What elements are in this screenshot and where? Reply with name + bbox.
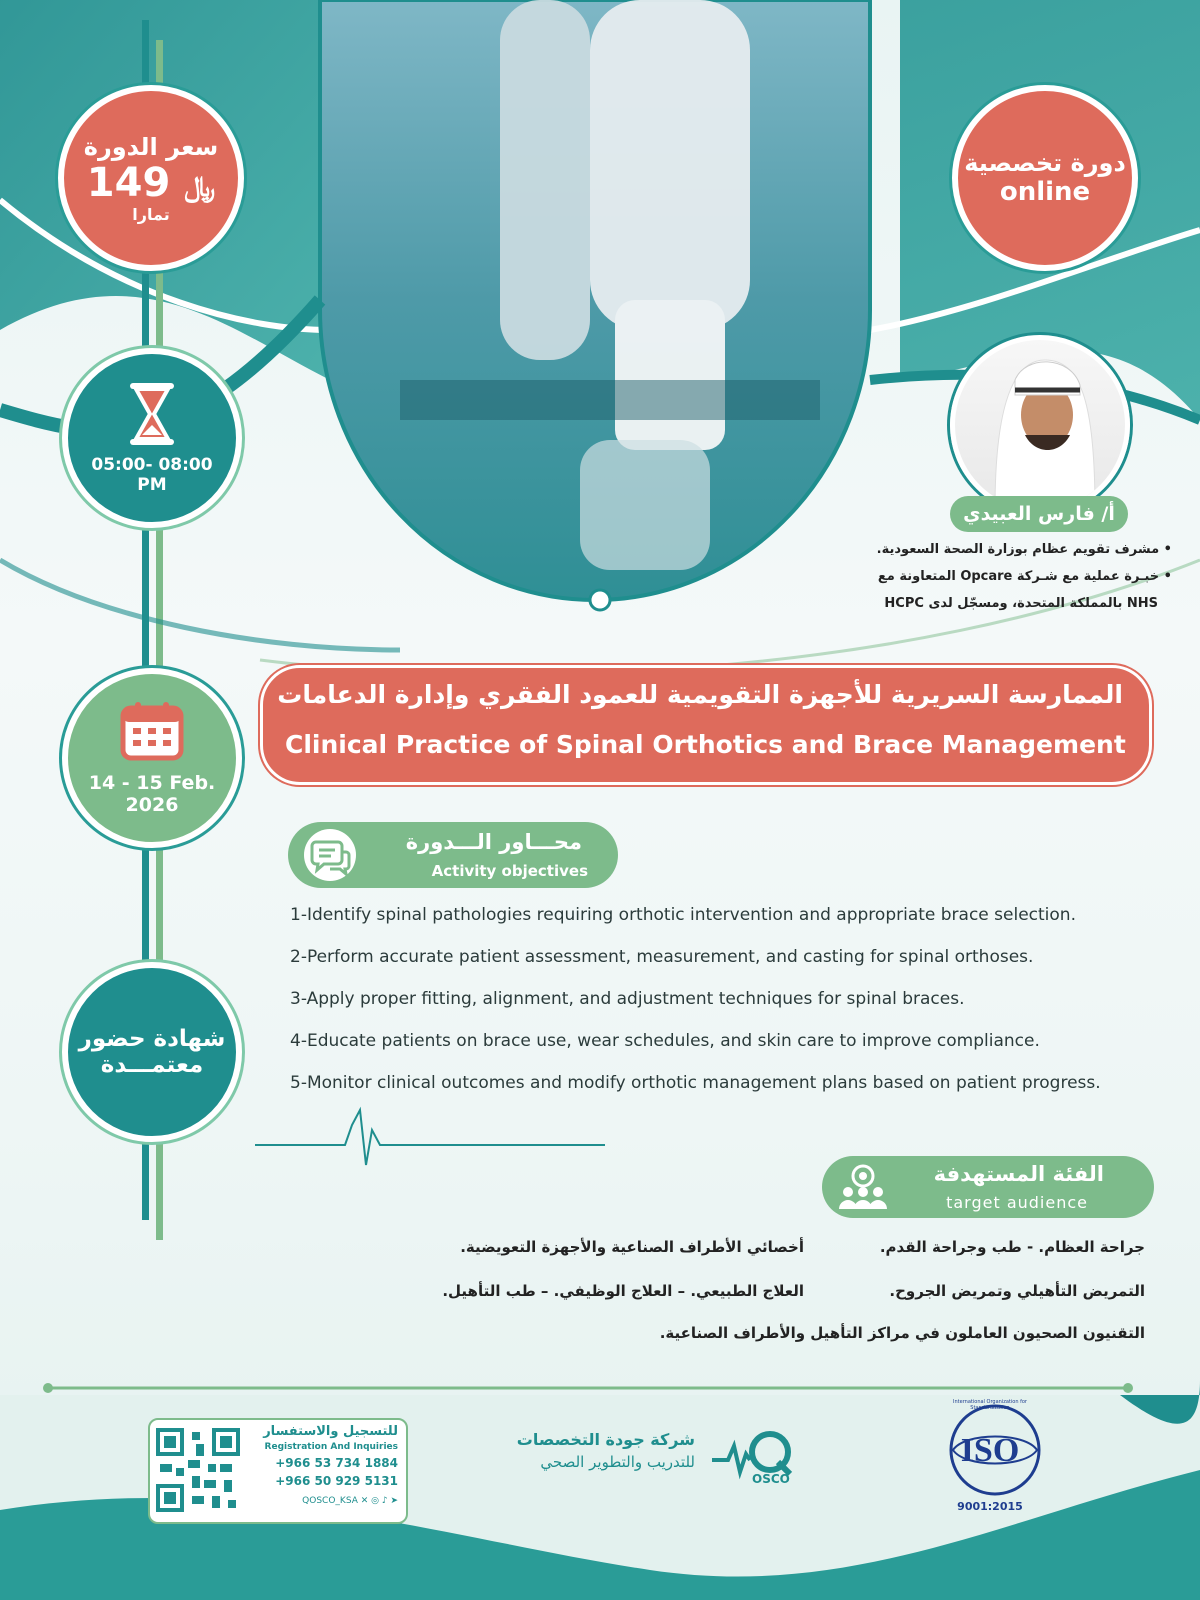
instructor-avatar: [950, 335, 1130, 515]
target-audience-icon: [836, 1164, 890, 1210]
course-title-english: Clinical Practice of Spinal Orthotics and Brace Management: [285, 730, 1126, 759]
phone-1[interactable]: +966 53 734 1884: [275, 1456, 398, 1470]
audience-heading: [822, 1156, 1154, 1218]
course-mode: online: [999, 177, 1091, 207]
course-title-banner: [260, 665, 1152, 785]
calendar-icon: [119, 700, 185, 762]
iso-logo: [930, 1399, 1060, 1520]
qr-code-icon[interactable]: [156, 1428, 240, 1512]
objectives-title-ar: محـــاور الـــدورة: [405, 830, 582, 854]
audience-item: أخصائي الأطراف الصناعية والأجهزة التعويضية.: [460, 1238, 804, 1256]
objective-item: 2-Perform accurate patient assessment, measurement, and casting for spinal orthoses.: [290, 947, 1034, 967]
instructor-bullet-1: • مشرف تقويم عظام بوزارة الصحة السعودية.: [876, 542, 1172, 557]
objectives-title-en: Activity objectives: [431, 862, 588, 880]
date-badge: [62, 668, 242, 848]
social-handle[interactable]: QOSCO_KSA ✕ ◎ ♪ ➤: [302, 1496, 398, 1506]
instructor-name: أ/ فارس العبيدي: [950, 496, 1128, 532]
phone-2[interactable]: +966 50 929 5131: [275, 1474, 398, 1488]
contact-subtitle: Registration And Inquiries: [264, 1442, 398, 1452]
tamara-logo: تمارا: [132, 204, 170, 224]
price-badge: [58, 85, 244, 271]
chat-bubbles-icon: [302, 828, 358, 882]
instructor-bullet-2: • خبـرة عملية مع شـركة Opcare المتعاونة مع: [877, 569, 1172, 584]
hourglass-icon: [124, 381, 180, 447]
qosco-logo: [710, 1420, 810, 1490]
date-year: 2026: [125, 794, 179, 816]
iso-standard: 9001:2015: [957, 1500, 1023, 1513]
time-badge: [62, 348, 242, 528]
instructor-bullet-3: NHS بالمملكة المتحدة، ومسجّل لدى HCPC: [884, 596, 1158, 611]
iso-ring-text: International Organization for Standardization: [953, 1399, 1027, 1411]
date-range: 14 - 15 Feb.: [88, 772, 216, 794]
audience-item: العلاج الطبيعي. – العلاج الوظيفي. – طب التأهيل.: [442, 1282, 804, 1300]
price-amount: 149: [86, 159, 171, 206]
objective-item: 1-Identify spinal pathologies requiring orthotic intervention and appropriate brace selection.: [290, 905, 1076, 925]
audience-title-ar: الفئة المستهدفة: [933, 1162, 1104, 1186]
course-type-label: دورة تخصصية: [964, 149, 1126, 177]
audience-title-en: target audience: [946, 1193, 1088, 1212]
course-title-arabic: الممارسة السريرية للأجهزة التقويمية للعمود الفقري وإدارة الدعامات: [277, 680, 1123, 709]
audience-item: التمريض التأهيلي وتمريض الجروح.: [889, 1282, 1145, 1300]
objective-item: 4-Educate patients on brace use, wear schedules, and skin care to improve compliance.: [290, 1031, 1040, 1051]
currency-icon: ﷼: [184, 169, 216, 203]
objectives-heading: [288, 822, 618, 888]
qosco-logo-text: OSCO: [752, 1472, 790, 1486]
price-title: سعر الدورة: [83, 132, 219, 161]
certificate-line1: شهادة حضور: [78, 1026, 226, 1052]
iso-text: ISO: [960, 1432, 1020, 1469]
audience-item: التقنيون الصحيون العاملون في مراكز التأهيل والأطراف الصناعية.: [659, 1324, 1145, 1342]
audience-item: جراحة العظام. - طب وجراحة القدم.: [879, 1238, 1145, 1256]
certificate-badge: [62, 962, 242, 1142]
company-name: شركة جودة التخصصات للتدريب والتطوير الصحي: [516, 1430, 695, 1471]
certificate-line2: معتمـــدة: [100, 1052, 204, 1078]
objective-item: 5-Monitor clinical outcomes and modify orthotic management plans based on patient progress.: [290, 1073, 1101, 1093]
social-icons: ✕ ◎ ♪ ➤: [360, 1496, 398, 1506]
contact-card: [148, 1418, 408, 1524]
time-period: PM: [137, 475, 167, 495]
heartbeat-line: [255, 1110, 605, 1165]
time-range: 05:00- 08:00: [91, 455, 213, 475]
contact-title: للتسجيل والاستفسار: [263, 1424, 398, 1439]
objective-item: 3-Apply proper fitting, alignment, and adjustment techniques for spinal braces.: [290, 989, 965, 1009]
course-type-badge: [952, 85, 1138, 271]
